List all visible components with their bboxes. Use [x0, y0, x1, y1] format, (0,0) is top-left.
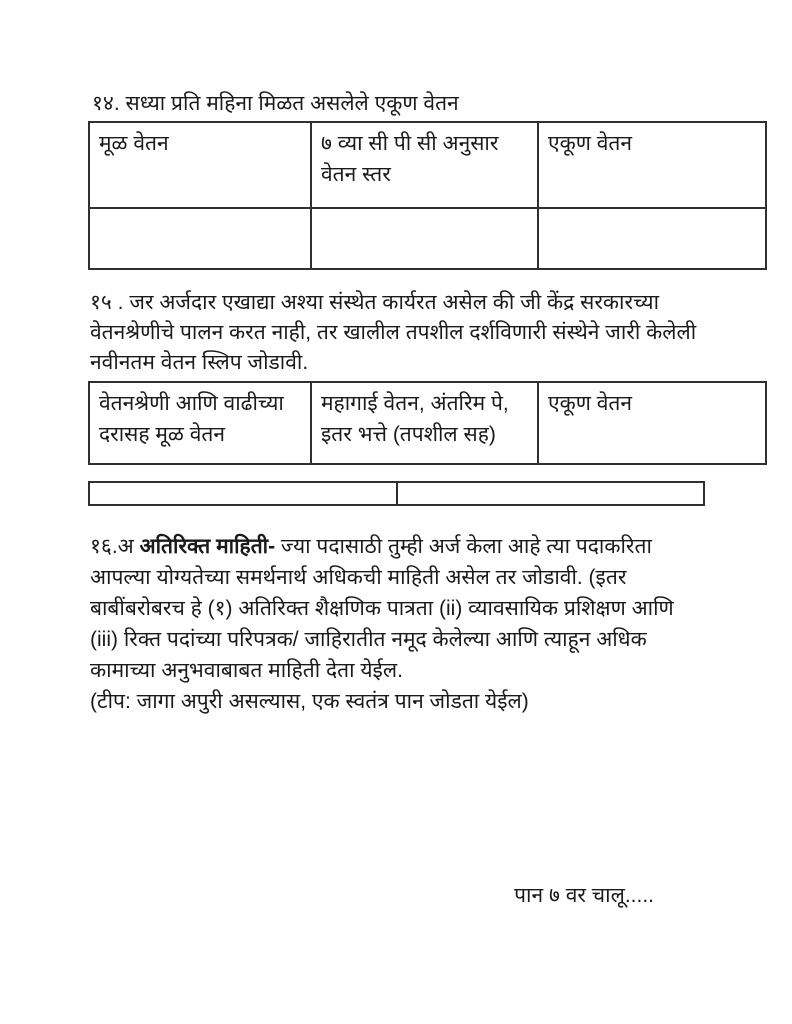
item-16a-paragraph: [90, 531, 704, 717]
header-payscale-basic-pay: वेतनश्रेणी आणि वाढीच्या दरासह मूळ वेतन: [89, 382, 311, 464]
item-16a-note: (टीप: जागा अपुरी असल्यास, एक स्वतंत्र पान जोडता येईल): [90, 690, 529, 713]
answer-strip-row: [89, 482, 704, 505]
cell-total-pay-value: [538, 208, 766, 269]
blank-answer-strip: [88, 481, 705, 506]
pay-slip-details-table: [88, 381, 767, 465]
header-total-pay: एकूण वेतन: [538, 382, 766, 464]
header-total-pay: एकूण वेतन: [538, 122, 766, 208]
cell-pay-level-value: [311, 208, 538, 269]
item-16a-number: १६.अ: [90, 535, 140, 558]
table-header-row: [89, 122, 766, 208]
table-answer-row: [89, 208, 766, 269]
header-pay-level-7cpc: ७ व्या सी पी सी अनुसार वेतन स्तर: [311, 122, 538, 208]
item-15-paragraph: १५ . जर अर्जदार एखाद्या अश्या संस्थेत कार्यरत असेल की जी केंद्र सरकारच्या वेतनश्रेणीचे पालन करत नाही, तर खालील तपशील दर्शविणारी संस्थेने जारी केलेली नवीनतम वेतन स्लिप जोडावी.: [90, 291, 697, 374]
table-header-row: [89, 382, 766, 464]
answer-strip-cell-right: [397, 482, 705, 505]
continued-on-page-footer: पान ७ वर चालू.....: [514, 884, 654, 907]
answer-strip-cell-left: [89, 482, 397, 505]
header-basic-pay: मूळ वेतन: [89, 122, 311, 208]
current-pay-table: [88, 121, 767, 270]
additional-info-label: अतिरिक्त माहिती-: [139, 535, 276, 558]
header-da-interim-allowances: महागाई वेतन, अंतरिम पे, इतर भत्ते (तपशील सह): [311, 382, 538, 464]
item-16a-body: ज्या पदासाठी तुम्ही अर्ज केला आहे त्या पदाकरिता आपल्या योग्यतेच्या समर्थनार्थ अधिकची माहिती असेल तर जोडावी. (इतर बाबींबरोबरच हे (१) अतिरिक्त शैक्षणिक पात्रता (ii) व्यावसायिक प्रशिक्षण आणि (iii) रिक्त पदांच्या परिपत्रक/ जाहिरातीत नमूद केलेल्या आणि त्याहून अधिक कामाच्या अनुभवाबाबत माहिती देता येईल.: [90, 535, 674, 682]
item-14-heading: १४. सध्या प्रति महिना मिळत असलेले एकूण वेतन: [92, 92, 459, 115]
cell-basic-pay-value: [89, 208, 311, 269]
